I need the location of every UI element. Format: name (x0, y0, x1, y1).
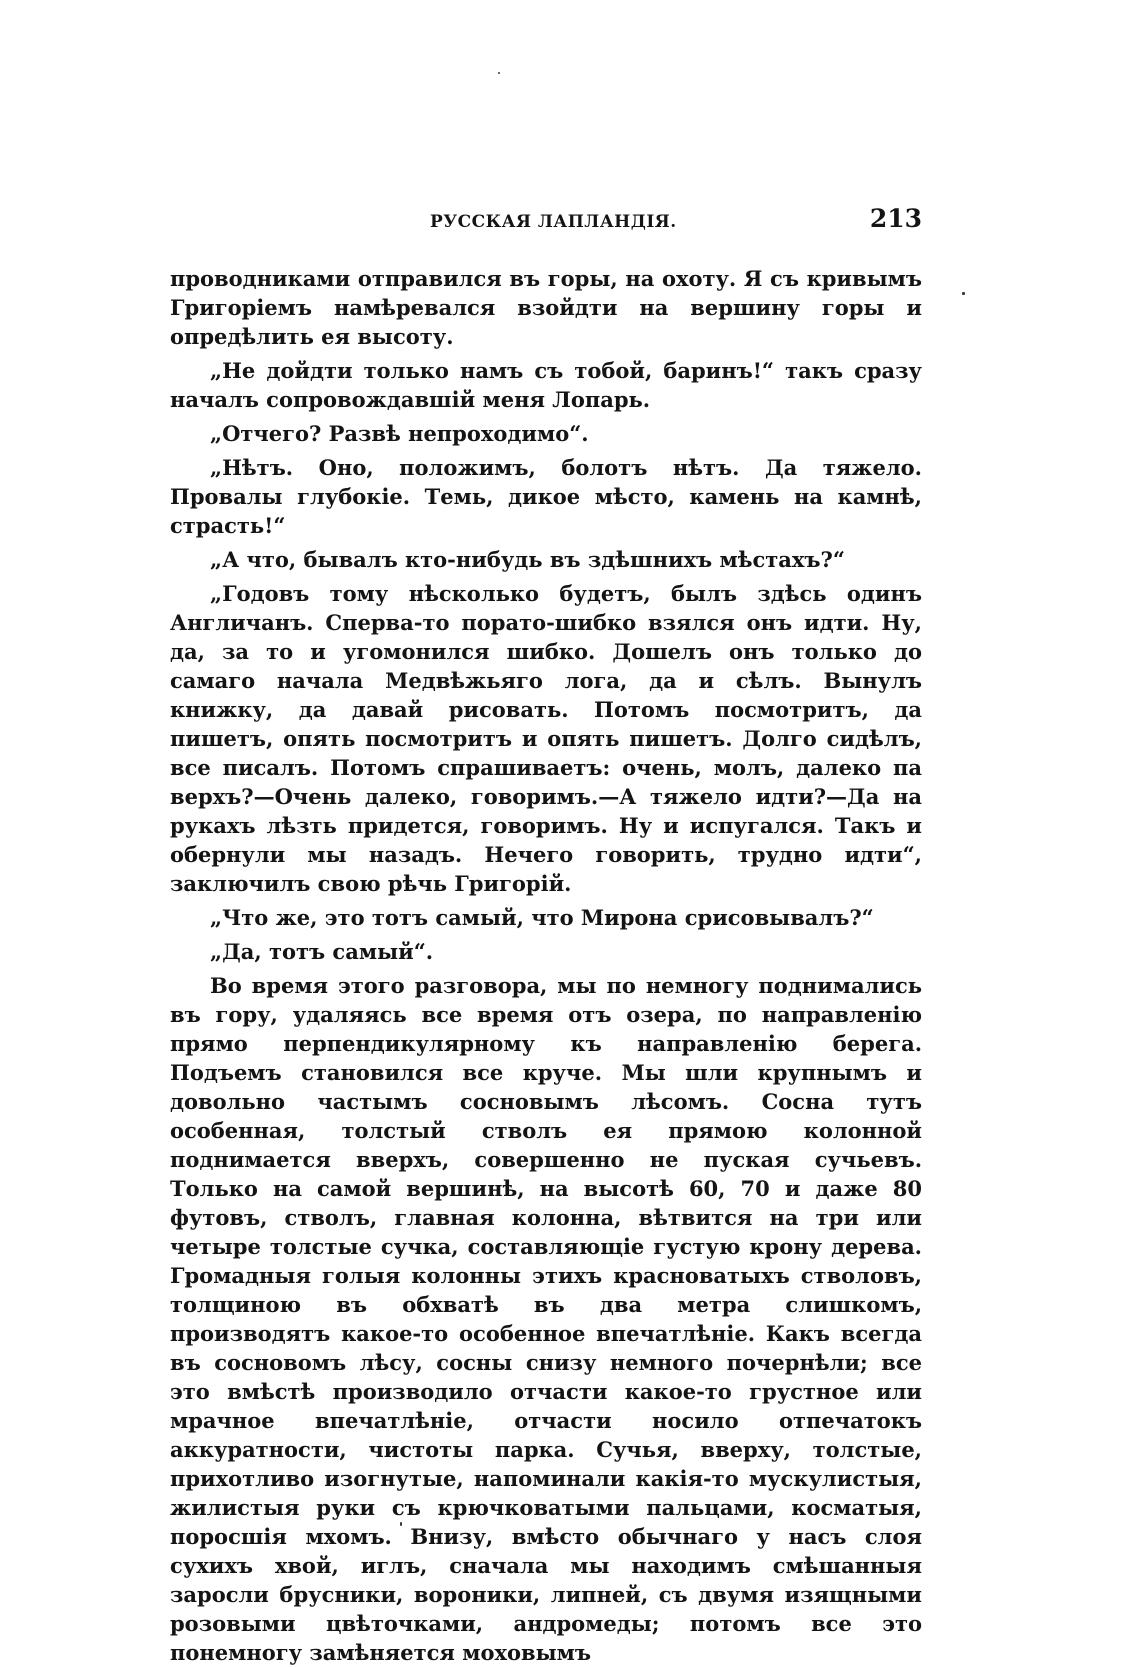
paragraph: „Отчего? Развѣ непроходимо“. (210, 421, 589, 446)
paragraph: Во время этого разговора, мы по немногу поднимались въ гору, удаляясь все время отъ озера, по направленію прямо перпендикулярному къ направленію берега. Подъемъ становился все круче. Мы шли крупнымъ и довольно частымъ сосновымъ лѣсомъ. Сосна тутъ особенная, толстый стволъ ея прямою колонной поднимается вверхъ, совершенно не пуская сучьевъ. Только на самой вершинѣ, на высотѣ 60, 70 и даже 80 футовъ, стволъ, главная колонна, вѣтвится на три или четыре толстые сучка, составляющіе густую крону дерева. Громадныя голыя колонны этихъ красноватыхъ стволовъ, толщиною въ обхватѣ въ два метра слишкомъ, производятъ какое-то особенное впечатлѣніе. Какъ всегда въ сосновомъ лѣсу, сосны снизу немного почернѣли; все это вмѣстѣ производило отчасти какое-то грустное или мрачное впечатлѣніе, отчасти носило отпечатокъ аккуратности, чистоты парка. Сучья, вверху, толстые, прихотливо изогнутые, напоминали какія-то мускулистыя, жилистыя руки съ крючковатыми пальцами, косматыя, поросшія мхомъ. Внизу, вмѣсто обычнаго у насъ слоя сухихъ хвой, иглъ, сначала мы находимъ смѣшанныя заросли брусники, вороники, липней, съ двумя изящными розовыми цвѣточками, андромеды; потомъ все это понемногу замѣняется моховымъ (170, 973, 922, 1665)
print-speck (962, 292, 965, 295)
paragraph: „Нѣтъ. Оно, положимъ, болотъ нѣтъ. Да тяжело. Провалы глубокіе. Темь, дикое мѣсто, камень на камнѣ, страсть!“ (170, 455, 922, 538)
paragraph: „Годовъ тому нѣсколько будетъ, былъ здѣсь одинъ Англичанъ. Сперва-то порато-шибко взялся онъ идти. Ну, да, за то и угомонился шибко. Дошелъ онъ только до самаго начала Медвѣжьяго лога, да и сѣлъ. Вынулъ книжку, да давай рисовать. Потомъ посмотритъ, да пишетъ, опять посмотритъ и опять пишетъ. Долго сидѣлъ, все писалъ. Потомъ спрашиваетъ: очень, молъ, далеко па верхъ?—Очень далеко, говоримъ.—А тяжело идти?—Да на рукахъ лѣзть придется, говоримъ. Ну и испугался. Такъ и обернули мы назадъ. Нечего говорить, трудно идти“, заключилъ свою рѣчь Григорій. (170, 581, 922, 896)
running-title: РУССКАЯ ЛАПЛАНДІЯ. (430, 212, 677, 232)
paragraph: „Не дойдти только намъ съ тобой, баринъ!“ такъ сразу началъ сопровождавшій меня Лопарь. (170, 358, 922, 412)
paragraph: „Да, тотъ самый“. (210, 939, 434, 964)
paragraph: проводниками отправился въ горы, на охоту. Я съ кривымъ Григоріемъ намѣревался взойдти на вершину горы и опредѣлить ея высоту. (170, 266, 922, 349)
page-header (170, 204, 922, 240)
paragraph: „А что, бывалъ кто-нибудь въ здѣшнихъ мѣстахъ?“ (210, 547, 845, 572)
body-text (170, 264, 922, 1667)
print-speck (498, 72, 500, 74)
page-number: 213 (869, 204, 922, 233)
paragraph: „Что же, это тотъ самый, что Мирона срисовывалъ?“ (210, 905, 874, 930)
